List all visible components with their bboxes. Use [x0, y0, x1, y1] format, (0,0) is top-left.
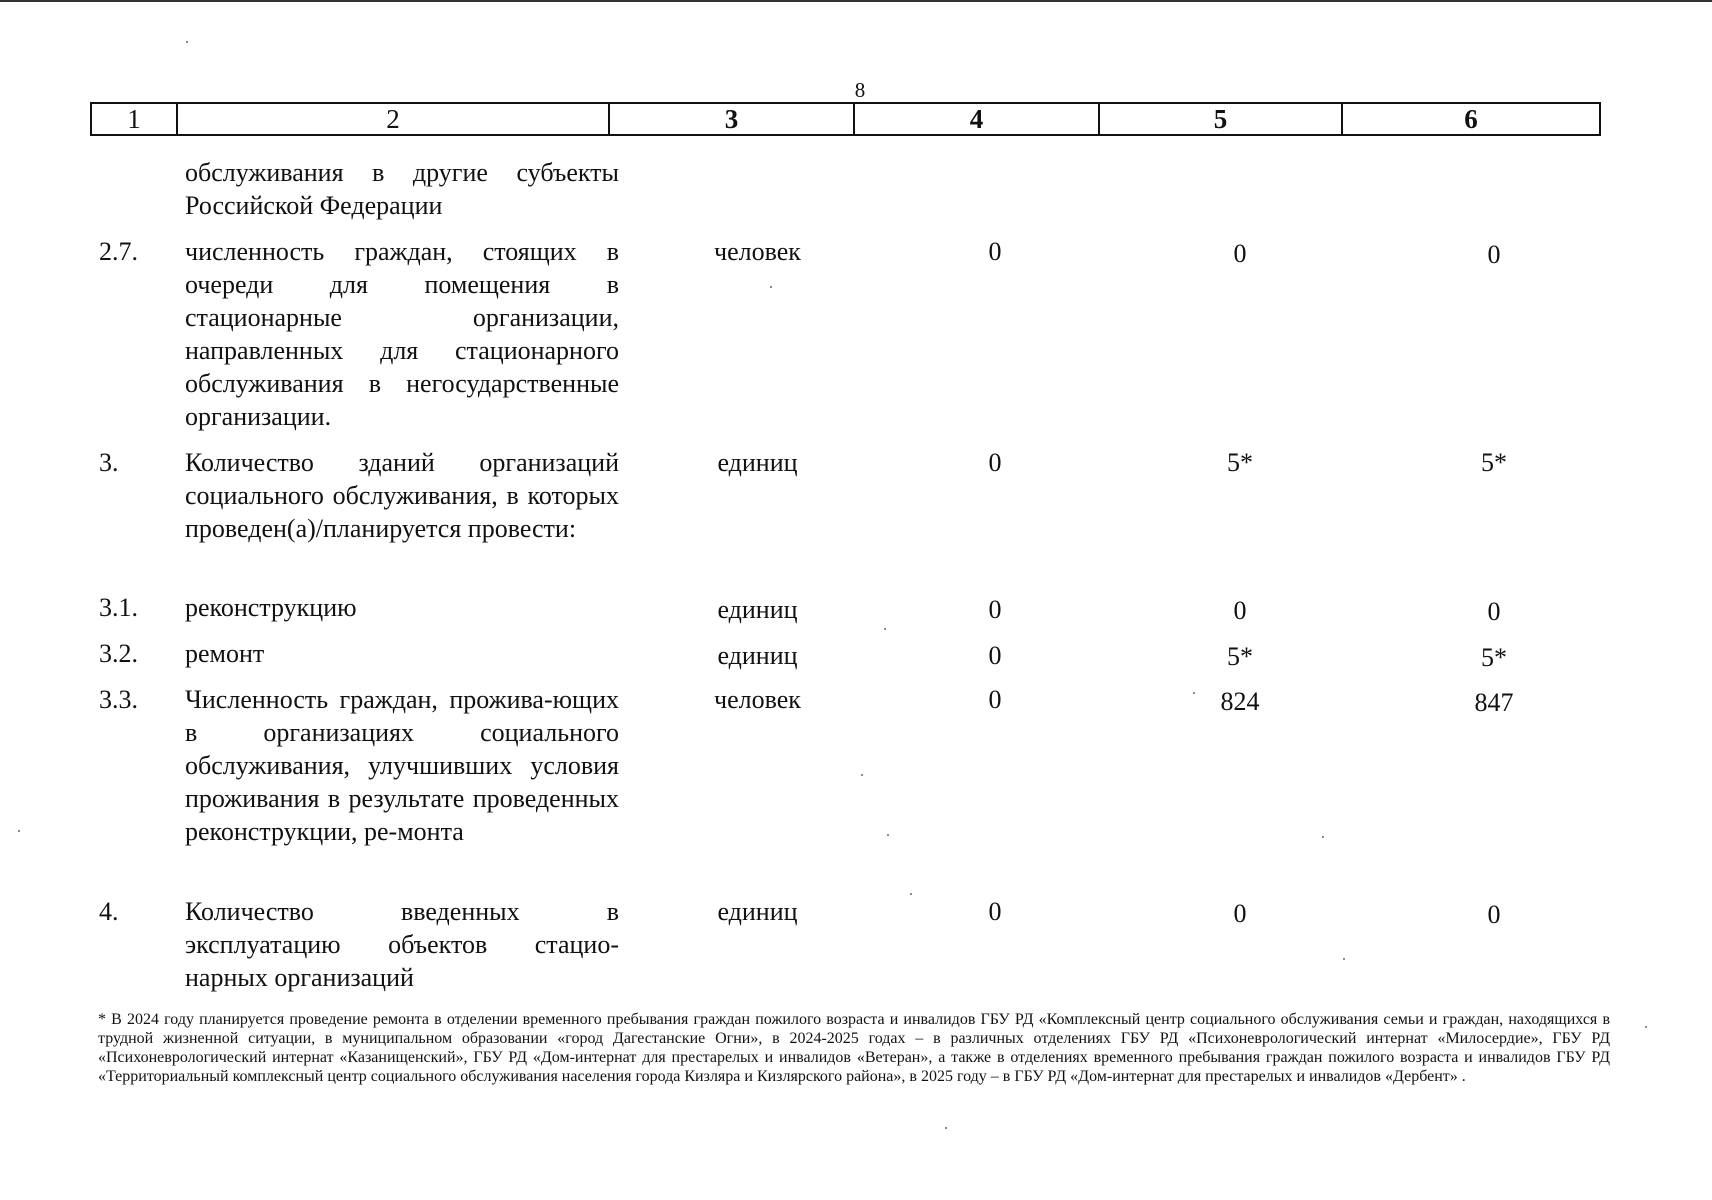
header-col-5: 5	[1099, 103, 1342, 135]
row-unit: единиц	[717, 641, 798, 670]
row-number: 3.	[99, 448, 119, 477]
row-value-col5: 824	[1220, 687, 1260, 716]
scan-speck	[861, 774, 863, 776]
row-value-col4: 0	[988, 448, 1002, 477]
row-value-col5: 0	[1233, 899, 1247, 928]
row-value-col5: 5*	[1227, 448, 1253, 477]
row-value-col4: 0	[988, 595, 1002, 624]
header-col-4: 4	[854, 103, 1099, 135]
row-value-col4: 0	[988, 685, 1002, 714]
scan-speck	[945, 1127, 947, 1129]
row-value-col4: 0	[988, 641, 1002, 670]
scan-speck	[910, 893, 912, 895]
scan-speck	[884, 628, 886, 630]
scan-speck	[18, 830, 20, 832]
row-unit: единиц	[717, 897, 798, 926]
row-value-col6: 5*	[1481, 643, 1507, 672]
row-unit: человек	[714, 685, 801, 714]
scan-speck	[770, 286, 772, 288]
scan-speck	[1343, 958, 1345, 960]
row-unit: единиц	[717, 595, 798, 624]
header-col-1: 1	[91, 103, 177, 135]
header-col-2: 2	[177, 103, 609, 135]
row-description: Численность граждан, прожива-ющих в организациях социального обслуживания, улучшивших условия проживания в результате проведенных реконструкции, ре-монта	[185, 685, 619, 846]
scan-speck	[186, 41, 188, 43]
row-number: 3.2.	[99, 639, 138, 668]
row-unit: единиц	[717, 448, 798, 477]
row-number: 4.	[99, 897, 119, 926]
scan-speck	[1645, 1026, 1647, 1028]
row-value-col5: 5*	[1227, 642, 1253, 671]
row-value-col4: 0	[988, 897, 1002, 926]
page-top-edge	[0, 0, 1712, 2]
row-value-col4: 0	[988, 237, 1002, 266]
scan-speck	[887, 834, 889, 836]
row-value-col6: 0	[1487, 900, 1501, 929]
row-number: 2.7.	[99, 237, 138, 266]
row-description: реконструкцию	[185, 593, 357, 622]
row-value-col5: 0	[1233, 596, 1247, 625]
row-description: ремонт	[185, 639, 265, 668]
row-description: численность граждан, стоящих в очереди для помещения в стационарные организации, направленных для стационарного обслуживания в негосударственные организации.	[185, 237, 619, 431]
row-description: Количество введенных в эксплуатацию объектов стацио-нарных организаций	[185, 897, 619, 992]
row-number: 3.3.	[99, 685, 138, 714]
footnote: * В 2024 году планируется проведение ремонта в отделении временного пребывания граждан пожилого возраста и инвалидов ГБУ РД «Комплексный центр социального обслуживания семьи и граждан, находящихся в трудной жизненной ситуации, в муниципальном образовании «город Дагестанские Огни», в 2024-2025 годах – в различных отделениях ГБУ РД «Психоневрологический интернат «Милосердие», ГБУ РД «Психоневрологический интернат «Казанищенский», ГБУ РД «Дом-интернат для престарелых и инвалидов «Ветеран», а также в отделениях временного пребывания граждан пожилого возраста и инвалидов ГБУ РД «Территориальный комплексный центр социального обслуживания населения города Кизляра и Кизлярского района», в 2025 году – в ГБУ РД «Дом-интернат для престарелых и инвалидов «Дербент» .	[98, 1011, 1610, 1085]
row-value-col5: 0	[1233, 239, 1247, 268]
header-col-3: 3	[609, 103, 854, 135]
row-value-col6: 0	[1487, 597, 1501, 626]
row-value-col6: 0	[1487, 240, 1501, 269]
row-description: обслуживания в другие субъекты Российской Федерации	[185, 158, 619, 220]
row-unit: человек	[714, 237, 801, 266]
row-value-col6: 847	[1474, 688, 1514, 717]
row-description: Количество зданий организаций социального обслуживания, в которых проведен(а)/планируется провести:	[185, 448, 619, 543]
row-value-col6: 5*	[1481, 448, 1507, 477]
header-col-6: 6	[1342, 103, 1600, 135]
column-number-header	[90, 102, 1601, 136]
page-number: 8	[854, 78, 866, 102]
scan-speck	[1193, 692, 1195, 694]
scan-speck	[1322, 836, 1324, 838]
row-number: 3.1.	[99, 593, 138, 622]
